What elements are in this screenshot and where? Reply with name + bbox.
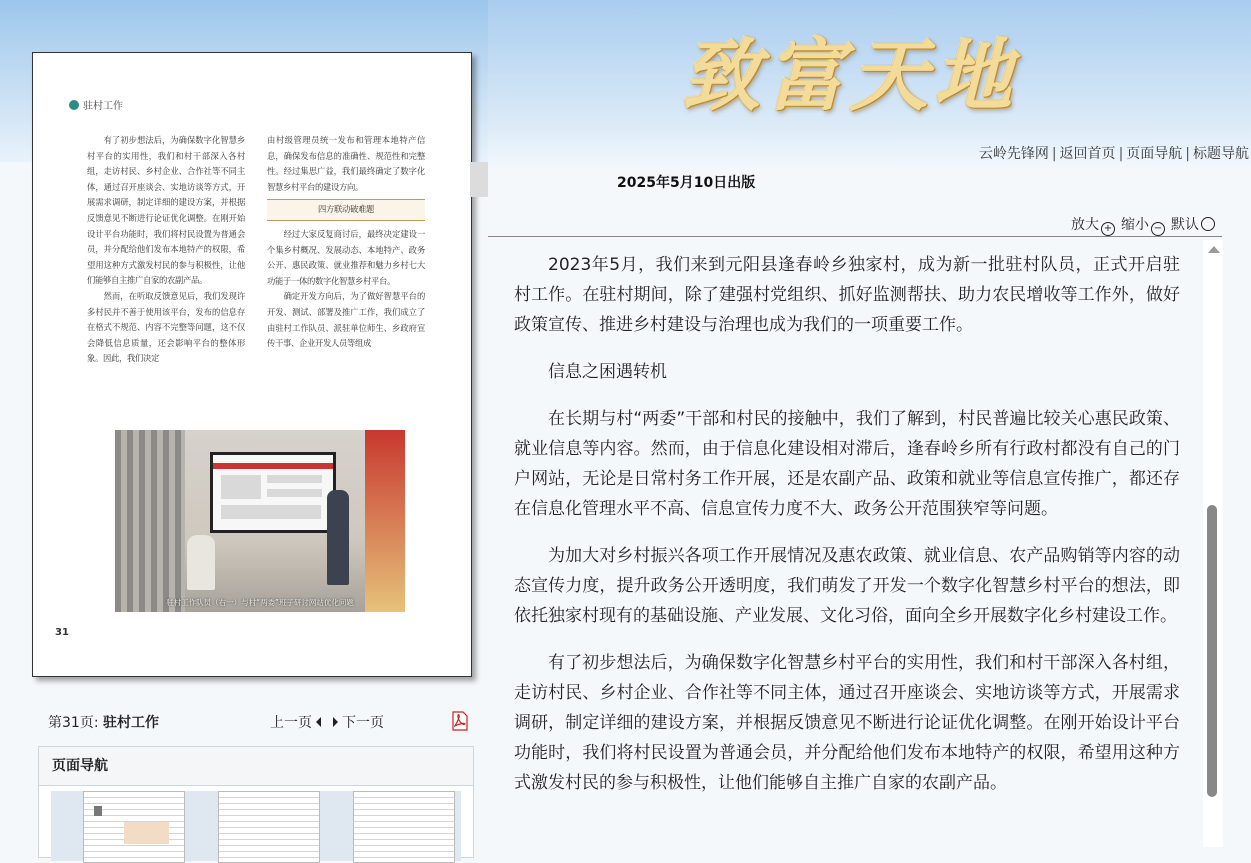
article-paragraph: 2023年5月，我们来到元阳县逢春岭乡独家村，成为新一批驻村队员，正式开启驻村工作。在驻村期间，除了建强村党组织、抓好监测帮扶、助力农民增收等工作外，做好政策宣传、推进乡村建设与治理也成为我们的一项重要工作。 xyxy=(514,255,1180,335)
minus-circle-icon: − xyxy=(1151,222,1165,236)
link-yunling[interactable]: 云岭先锋网 xyxy=(978,146,1049,162)
link-page-nav[interactable]: 页面导航 xyxy=(1126,146,1183,162)
plus-circle-icon: + xyxy=(1101,222,1115,236)
chevron-left-icon xyxy=(316,717,321,727)
next-page-link[interactable]: 下一页 xyxy=(333,715,384,731)
scroll-up-arrow-icon[interactable] xyxy=(1208,246,1220,253)
zoom-out-button[interactable]: 缩小 − xyxy=(1121,217,1171,233)
article-subheading: 信息之困遇转机 xyxy=(548,362,667,382)
page-preview[interactable] xyxy=(32,52,472,677)
article-divider xyxy=(488,236,1222,237)
page-nav-panel xyxy=(38,746,474,858)
article-paragraph: 在长期与村“两委”干部和村民的接触中，我们了解到，村民普遍比较关心惠民政策、就业信息等内容。然而，由于信息化建设相对滞后，逢春岭乡所有行政村都没有自己的门户网站，无论是日常村务工作开展，还是农副产品、政策和就业等信息宣传推广，都还存在信息化管理水平不高、信息宣传力度不大、政务公开范围狭窄等问题。 xyxy=(514,409,1180,519)
page-thumbnail[interactable] xyxy=(218,791,320,863)
page-column-right: 由村级管理员统一发布和管理本地特产信息，确保发布信息的准确性、规范性和完整性。经过集思广益，我们最终确定了数字化智慧乡村平台的建设方向。 四方联动破难题 经过大家反复商讨后，最终决定建设一个集乡村概况、发展动态、本地特产、政务公开、惠民政策、就业推荐和魅力乡村七大功能于一体的数字化智慧乡村平台。 确定开发方向后，为了做好智慧平台的开发、测试、部署及推广工作，我们成立了由驻村工作队员、派驻单位师生、乡政府宣传干事、企业开发人员等组成 xyxy=(267,135,425,349)
top-links: 云岭先锋网 | 返回首页 | 页面导航 | 标题导航 xyxy=(978,146,1249,162)
pdf-download-icon[interactable] xyxy=(451,711,469,731)
photo-caption: 驻村工作队员（右一）与村“两委”班子研讨网站优化问题 xyxy=(166,598,354,607)
circle-icon xyxy=(1201,217,1215,231)
link-title-nav[interactable]: 标题导航 xyxy=(1193,146,1249,162)
zoom-default-button[interactable]: 默认 xyxy=(1171,217,1221,233)
link-home[interactable]: 返回首页 xyxy=(1059,146,1116,162)
page-column-left: 有了初步想法后，为确保数字化智慧乡村平台的实用性，我们和村干部深入各村组，走访村民、乡村企业、合作社等不同主体，通过召开座谈会、实地访谈等方式，开展需求调研，制定详细的建设方案，并根据反馈意见不断进行论证优化调整。在刚开始设计平台功能时，我们将村民设置为普通会员，并分配给他们发布本地特产的权限，希望用这种方式激发村民的参与积极性，让他们能够自主推广自家的农副产品。 然而，在听取反馈意见后，我们发现许多村民并不善于使用该平台，发布的信息存在格式不规范、内容不完整等问题，这不仅会降低信息质量，还会影响平台的整体形象。因此，我们决定 xyxy=(87,135,245,364)
article-scrollbar[interactable] xyxy=(1203,240,1223,847)
article-body xyxy=(514,250,1180,815)
page-info: 第31页: 驻村工作 xyxy=(48,715,159,731)
chevron-right-icon xyxy=(333,717,338,727)
article-paragraph: 有了初步想法后，为确保数字化智慧乡村平台的实用性，我们和村干部深入各村组，走访村民、乡村企业、合作社等不同主体，通过召开座谈会、实地访谈等方式，开展需求调研，制定详细的建设方案，并根据反馈意见不断进行论证优化调整。在刚开始设计平台功能时，我们将村民设置为普通会员，并分配给他们发布本地特产的权限，希望用这种方式激发村民的参与积极性，让他们能够自主推广自家的农副产品。 xyxy=(514,653,1180,793)
page-subheading: 四方联动破难题 xyxy=(267,199,425,221)
page-title: 驻村工作 xyxy=(102,715,159,731)
page-section-label: 驻村工作 xyxy=(69,97,123,112)
page-nav-title: 页面导航 xyxy=(39,747,473,786)
page-pager xyxy=(270,712,384,732)
masthead-logo: 致富天地 xyxy=(682,31,1019,122)
publish-date: 2025年5月10日出版 xyxy=(617,175,756,191)
page-thumbnail[interactable] xyxy=(83,791,185,863)
tv-screen xyxy=(210,452,336,533)
zoom-controls xyxy=(1071,214,1221,236)
scrollbar-thumb[interactable] xyxy=(1207,505,1217,797)
section-logo-icon xyxy=(69,100,79,110)
article-paragraph: 为加大对乡村振兴各项工作开展情况及惠农政策、就业信息、农产品购销等内容的动态宣传力度，提升政务公开透明度，我们萌发了开发一个数字化智慧乡村平台的想法，即依托独家村现有的基础设施、产业发展、文化习俗，面向全乡开展数字化乡村建设工作。 xyxy=(514,546,1180,626)
zoom-in-button[interactable]: 放大 + xyxy=(1071,217,1121,233)
page-thumbnails xyxy=(51,791,461,861)
pane-divider xyxy=(470,162,488,197)
page-number: 31 xyxy=(55,627,69,638)
person-seated xyxy=(187,535,215,590)
person-standing xyxy=(327,490,349,585)
page-photo xyxy=(115,430,405,612)
page-thumbnail[interactable] xyxy=(353,791,455,863)
prev-page-link[interactable]: 上一页 xyxy=(270,715,333,731)
wall-banner xyxy=(365,430,405,612)
